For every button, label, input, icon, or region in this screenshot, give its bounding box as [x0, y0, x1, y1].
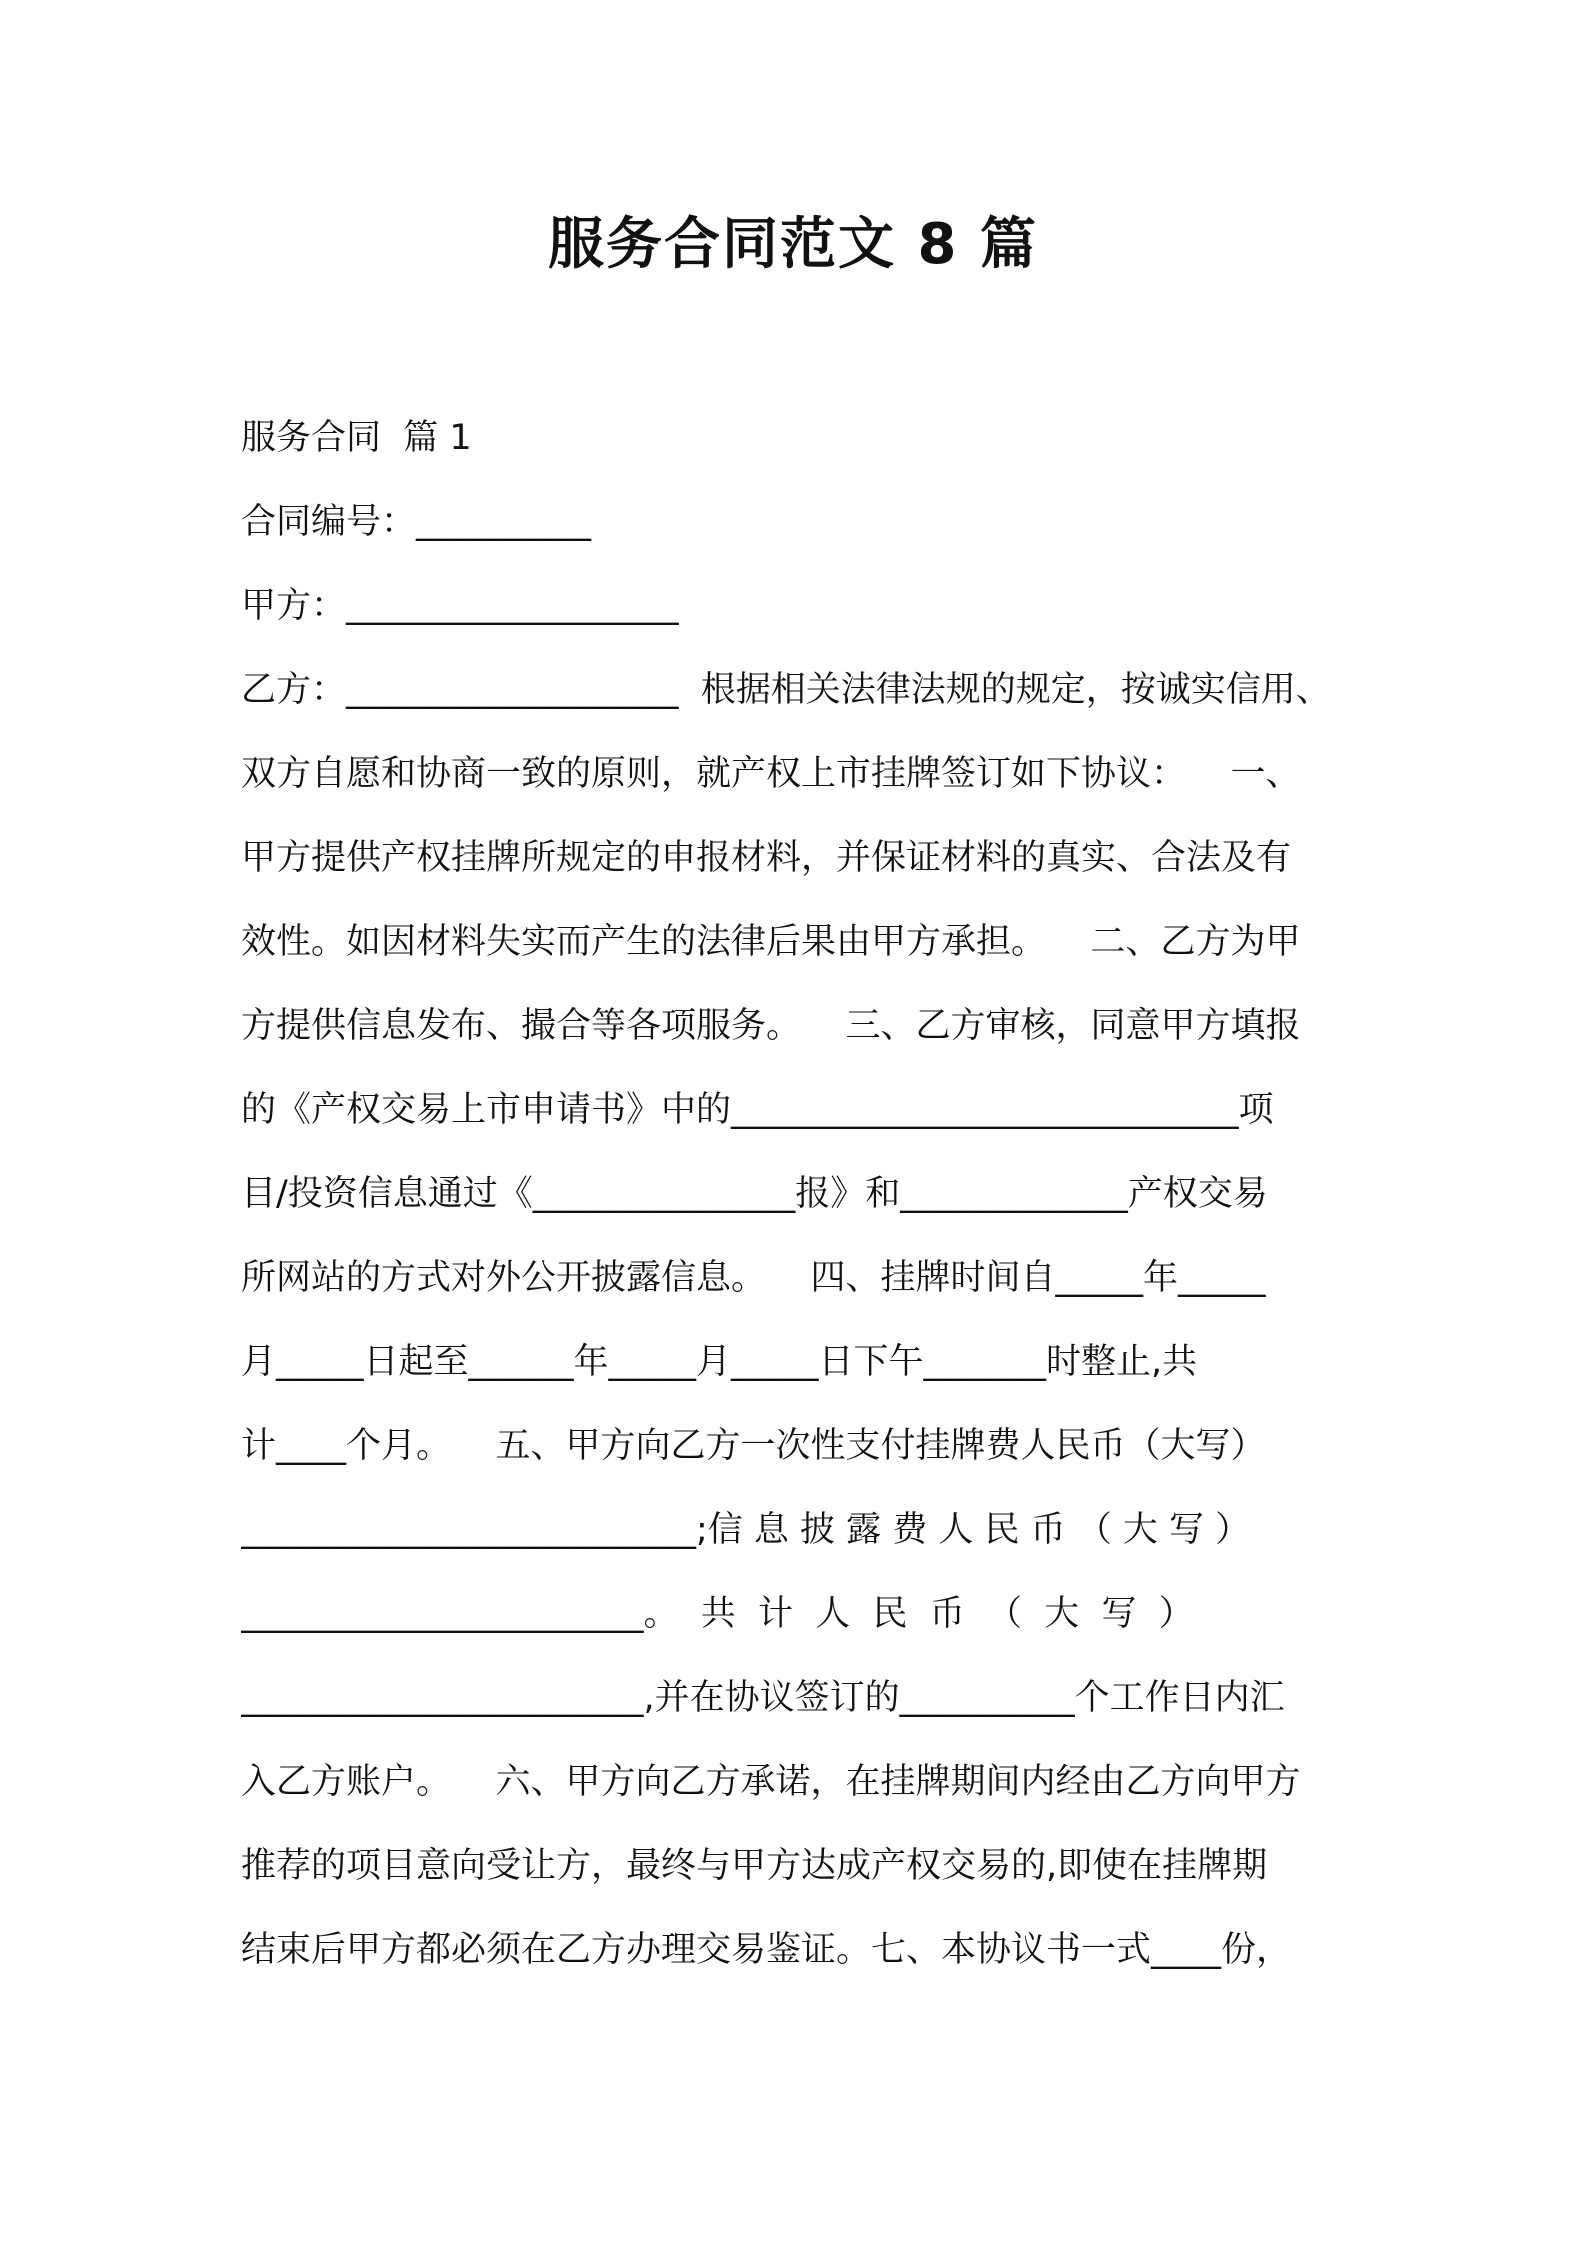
body-line: 的《产权交易上市申请书》中的_____________________________项: [241, 1090, 1274, 1130]
body-line: 效性。如因材料失实而产生的法律后果由甲方承担。 二、乙方为甲: [241, 922, 1301, 962]
body-line: 乙方：___________________ 根据相关法律法规的规定，按诚实信用、: [241, 670, 1331, 710]
body-line: 结束后甲方都必须在乙方办理交易鉴证。七、本协议书一式____份，: [241, 1930, 1292, 1970]
section-heading: 服务合同 篇 1: [241, 418, 472, 458]
body-line: 月_____日起至______年_____月_____日下午_______时整止,共: [241, 1342, 1198, 1382]
body-line: _______________________,并在协议签订的__________个工作日内汇: [241, 1678, 1285, 1718]
body-line: 推荐的项目意向受让方，最终与甲方达成产权交易的,即使在挂牌期: [241, 1846, 1268, 1886]
body-line: 方提供信息发布、撮合等各项服务。 三、乙方审核，同意甲方填报: [241, 1006, 1301, 1046]
body-line: 计____个月。 五、甲方向乙方一次性支付挂牌费人民币（大写）: [241, 1426, 1266, 1466]
party-a-line: 甲方：___________________: [241, 586, 679, 626]
body-line: 入乙方账户。 六、甲方向乙方承诺，在挂牌期间内经由乙方向甲方: [241, 1762, 1301, 1802]
body-line: _______________________。 共 计 人 民 币 （ 大 写 ）: [241, 1594, 1194, 1634]
body-line: 目/投资信息通过《_______________报》和_____________产权交易: [241, 1174, 1268, 1214]
body-line: __________________________;信 息 披 露 费 人 民 币 （ 大 写 ）: [241, 1510, 1251, 1550]
body-line: 所网站的方式对外公开披露信息。 四、挂牌时间自_____年_____: [241, 1258, 1266, 1298]
body-line: 甲方提供产权挂牌所规定的申报材料，并保证材料的真实、合法及有: [241, 838, 1292, 878]
body-line: 双方自愿和协商一致的原则，就产权上市挂牌签订如下协议： 一、: [241, 754, 1301, 794]
document-title: 服务合同范文 8 篇: [548, 212, 1038, 277]
contract-number-line: 合同编号：__________: [241, 502, 592, 542]
